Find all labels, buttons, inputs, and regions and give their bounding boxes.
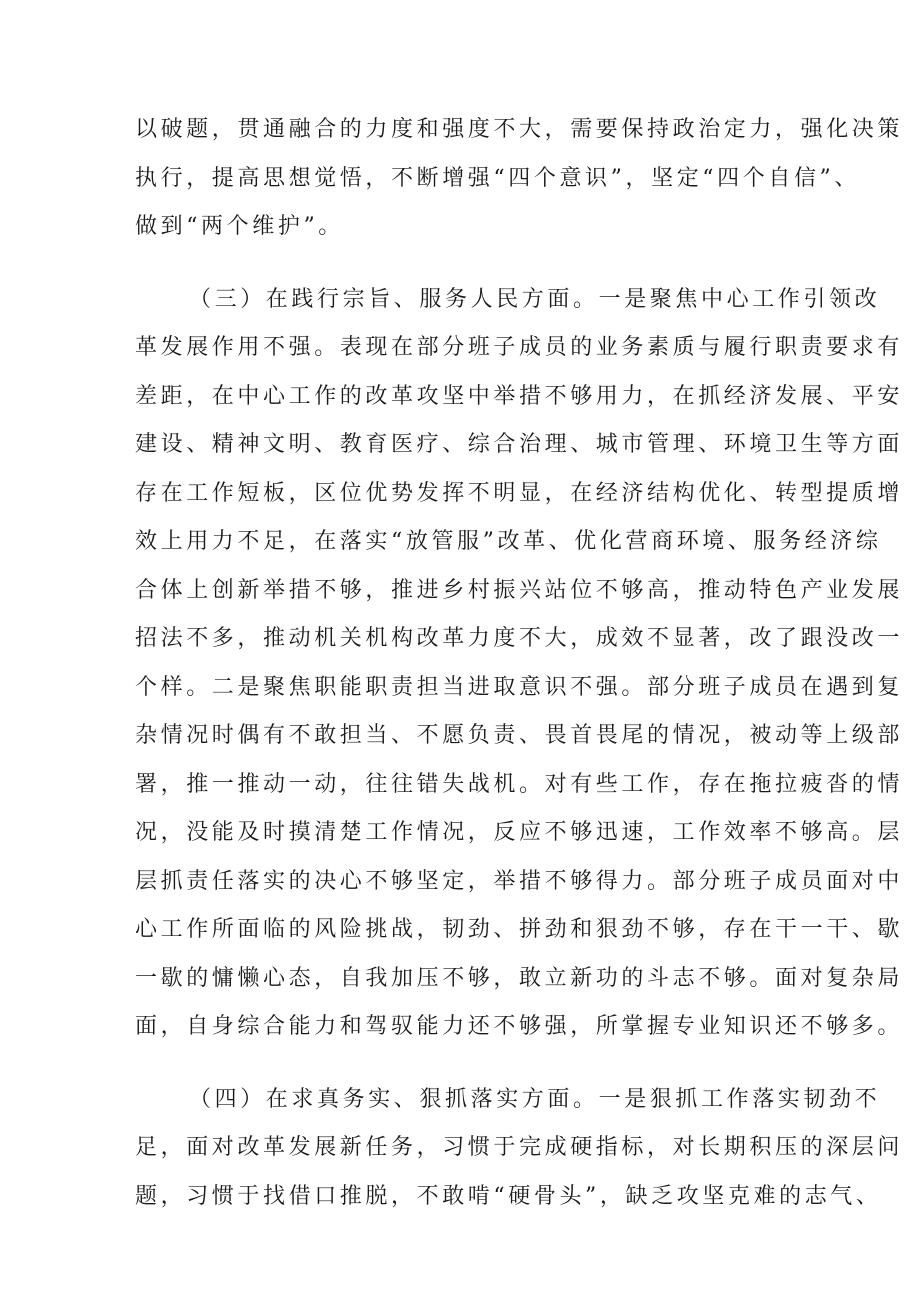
text-line: 题，习惯于找借口推脱，不敢啃“硬骨头”，缺乏攻坚克难的志气、 — [135, 1183, 882, 1209]
text-line: 心工作所面临的风险挑战，韧劲、拼劲和狠劲不够，存在干一干、歇 — [135, 917, 904, 942]
document-body — [135, 106, 904, 1221]
text-line: 以破题，贯通融合的力度和强度不大，需要保持政治定力，强化决策 — [135, 117, 904, 142]
text-line: 足，面对改革发展新任务，习惯于完成硬指标，对长期积压的深层问 — [135, 1135, 904, 1160]
text-line: 存在工作短板，区位优势发挥不明显，在经济结构优化、转型提质增 — [135, 480, 904, 506]
paragraph-spacer — [135, 252, 800, 276]
section-heading-line: （四）在求真务实、狠抓落实方面。一是狠抓工作落实韧劲不 — [189, 1086, 881, 1112]
text-line: 署，推一推动一动，往往错失战机。对有些工作，存在拖拉疲沓的情 — [135, 771, 904, 797]
paragraph-spacer — [135, 1052, 800, 1076]
text-line: 差距，在中心工作的改革攻坚中举措不够用力，在抓经济发展、平安 — [135, 383, 904, 409]
text-line: 建设、精神文明、教育医疗、综合治理、城市管理、环境卫生等方面 — [135, 432, 904, 457]
section-heading-line: （三）在践行宗旨、服务人民方面。一是聚焦中心工作引领改 — [189, 286, 881, 312]
paragraph-section-3 — [135, 276, 904, 1052]
text-line: 执行，提高思想觉悟，不断增强“四个意识”，坚定“四个自信”、 — [135, 165, 860, 191]
paragraph-section-4 — [135, 1076, 904, 1222]
text-line: 招法不多，推动机关机构改革力度不大，成效不显著，改了跟没改一 — [135, 626, 904, 651]
text-line: 合体上创新举措不够，推进乡村振兴站位不够高，推动特色产业发展 — [135, 577, 904, 603]
paragraph-continuation — [135, 106, 904, 252]
text-line: 杂情况时偶有不敢担当、不愿负责、畏首畏尾的情况，被动等上级部 — [135, 723, 904, 748]
text-line: 效上用力不足，在落实“放管服”改革、优化营商环境、服务经济综 — [135, 529, 882, 554]
text-line: 个样。二是聚焦职能职责担当进取意识不强。部分班子成员在遇到复 — [135, 674, 904, 700]
text-line: 一歇的慵懒心态，自我加压不够，敢立新功的斗志不够。面对复杂局 — [135, 965, 904, 991]
text-line: 革发展作用不强。表现在部分班子成员的业务素质与履行职责要求有 — [135, 335, 904, 360]
text-line: 做到“两个维护”。 — [135, 214, 344, 239]
text-line: 面，自身综合能力和驾驭能力还不够强，所掌握专业知识还不够多。 — [135, 1014, 904, 1039]
text-line: 层抓责任落实的决心不够坚定，举措不够得力。部分班子成员面对中 — [135, 868, 904, 894]
text-line: 况，没能及时摸清楚工作情况，反应不够迅速，工作效率不够高。层 — [135, 820, 904, 845]
